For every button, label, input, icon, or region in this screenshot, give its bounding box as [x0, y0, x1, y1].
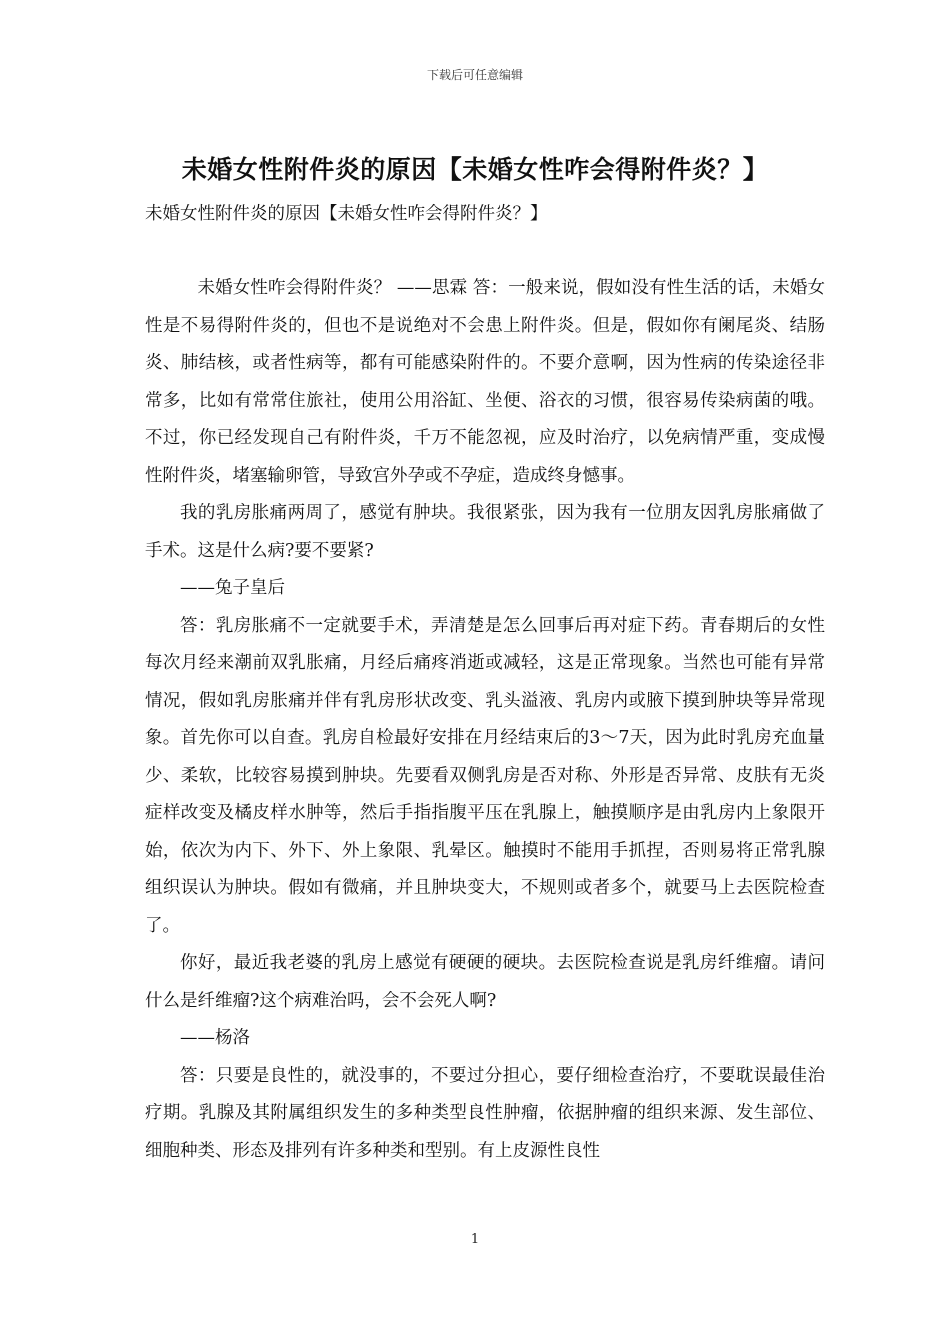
document-subtitle: 未婚女性附件炎的原因【未婚女性咋会得附件炎？】 — [145, 204, 548, 224]
paragraph-3: 答：乳房胀痛不一定就要手术，弄清楚是怎么回事后再对症下药。青春期后的女性每次月经来潮前双乳胀痛，月经后痛疼消逝或减轻，这是正常现象。当然也可能有异常情况，假如乳房胀痛并伴有乳房形状改变、乳头溢液、乳房内或腋下摸到肿块等异常现象。首先你可以自查。乳房自检最好安排在月经结束后的3～7天，因为此时乳房充血量少、柔软，比较容易摸到肿块。先要看双侧乳房是否对称、外形是否异常、皮肤有无炎症样改变及橘皮样水肿等，然后手指指腹平压在乳腺上，触摸顺序是由乳房内上象限开始，依次为内下、外下、外上象限、乳晕区。触摸时不能用手抓捏，否则易将正常乳腺组织误认为肿块。假如有微痛，并且肿块变大，不规则或者多个，就要马上去医院检查了。 — [145, 615, 825, 936]
signature-1: ——兔子皇后 — [180, 578, 285, 598]
paragraph-1: 未婚女性咋会得附件炎？ ——思霖 答：一般来说，假如没有性生活的话，未婚女性是不易得附件炎的，但也不是说绝对不会患上附件炎。但是，假如你有阑尾炎、结肠炎、肺结核，或者性病等，都有可能感染附件的。不要介意啊，因为性病的传染途径非常多，比如有常常住旅社，使用公用浴缸、坐便、浴衣的习惯，很容易传染病菌的哦。不过，你已经发现自己有附件炎，千万不能忽视，应及时治疗，以免病情严重，变成慢性附件炎，堵塞输卵管，导致宫外孕或不孕症，造成终身憾事。 — [145, 278, 825, 486]
document-body — [145, 270, 825, 1170]
page-number: 1 — [470, 1232, 480, 1247]
header-note: 下载后可任意编辑 — [426, 68, 523, 82]
paragraph-5: 答：只要是良性的，就没事的，不要过分担心，要仔细检查治疗，不要耽误最佳治疗期。乳腺及其附属组织发生的多种类型良性肿瘤，依据肿瘤的组织来源、发生部位、细胞种类、形态及排列有许多种类和型别。有上皮源性良性 — [145, 1065, 825, 1161]
paragraph-4: 你好，最近我老婆的乳房上感觉有硬硬的硬块。去医院检查说是乳房纤维瘤。请问什么是纤维瘤?这个病难治吗，会不会死人啊? — [145, 953, 825, 1011]
document-title: 未婚女性附件炎的原因【未婚女性咋会得附件炎？】 — [181, 155, 769, 184]
paragraph-2: 我的乳房胀痛两周了，感觉有肿块。我很紧张，因为我有一位朋友因乳房胀痛做了手术。这是什么病?要不要紧? — [145, 503, 825, 561]
signature-2: ——杨洛 — [180, 1028, 250, 1048]
